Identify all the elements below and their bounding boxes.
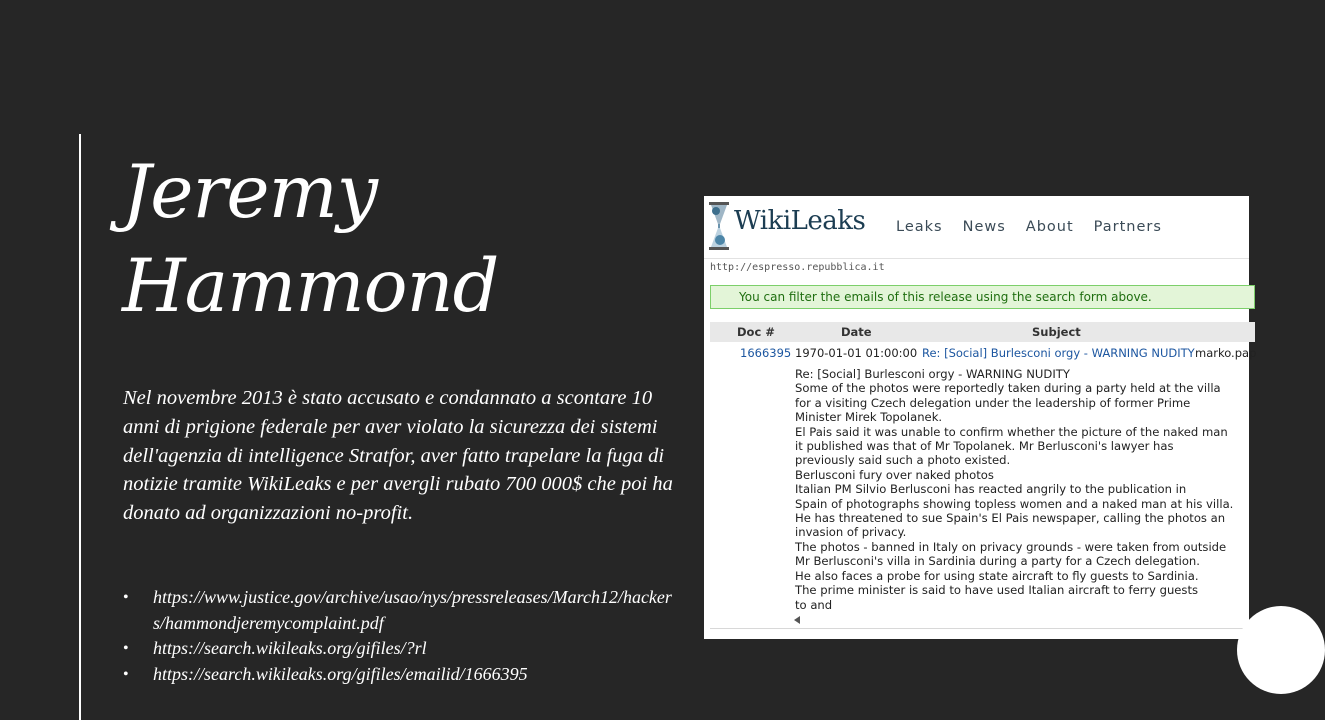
hourglass-globe-icon — [707, 200, 731, 252]
email-line: Some of the photos were reportedly taken during a party held at the villa — [795, 381, 1221, 396]
source-link-justice[interactable]: https://www.justice.gov/archive/usao/nys/pressreleases/March12/hackers/hammondjeremycomplaint.pdf — [153, 587, 672, 633]
email-line: Italian PM Silvio Berlusconi has reacted angrily to the publication in — [795, 482, 1187, 497]
source-link-gifiles[interactable]: https://search.wikileaks.org/gifiles/?rl — [153, 638, 427, 658]
slide-body-paragraph: Nel novembre 2013 è stato accusato e condannato a scontare 10 anni di prigione federale per aver violato la sicurezza dei sistemi dell'agenzia di intelligence Stratfor, aver fatto trapelare la fuga di notizie tramite WikiLeaks e per avergli rubato 700 000$ che poi ha donato ad organizzazioni no-profit. — [123, 387, 673, 525]
source-link-list — [123, 585, 683, 687]
bullet-marker: • — [123, 589, 129, 606]
email-line: to and — [795, 597, 833, 612]
email-line: El Pais said it was unable to confirm whether the picture of the naked man — [795, 424, 1228, 439]
row-date: 1970-01-01 01:00:00 — [795, 346, 918, 360]
bullet-marker: • — [123, 640, 129, 657]
email-line: The photos - banned in Italy on privacy grounds - were taken from outside — [795, 539, 1227, 554]
nav-about[interactable]: About — [1025, 219, 1074, 235]
email-line: previously said such a photo existed. — [795, 453, 1011, 468]
email-body — [795, 367, 1245, 612]
scroll-left-arrow-icon[interactable] — [794, 616, 800, 624]
filter-notice: You can filter the emails of this release using the search form above. — [710, 285, 1255, 309]
wikileaks-nav — [896, 219, 1182, 235]
nav-leaks[interactable]: Leaks — [896, 219, 943, 235]
wikileaks-screenshot — [704, 196, 1257, 639]
title-line-first: Jeremy — [122, 150, 378, 235]
source-url: http://espresso.repubblica.it — [710, 262, 885, 273]
column-header-doc[interactable]: Doc # — [737, 325, 775, 339]
accent-divider-line — [79, 134, 81, 720]
email-line: Berlusconi fury over naked photos — [795, 467, 994, 482]
email-line: He also faces a probe for using state aircraft to fly guests to Sardinia. — [795, 568, 1199, 583]
email-line: Mr Berlusconi's villa in Sardinia during a party for a Czech delegation. — [795, 554, 1200, 569]
email-line: He has threatened to sue Spain's El Pais newspaper, calling the photos an — [795, 511, 1226, 526]
nav-news[interactable]: News — [962, 219, 1006, 235]
email-line: Spain of photographs showing topless women and a naked man at his villa. — [795, 496, 1234, 511]
screenshot-divider — [710, 628, 1255, 629]
decorative-circle — [1237, 606, 1325, 694]
title-line-last: Hammond — [122, 244, 499, 329]
email-line: The prime minister is said to have used Italian aircraft to ferry guests — [795, 583, 1199, 598]
email-line: invasion of privacy. — [795, 525, 907, 540]
row-sender: marko.pap — [1195, 346, 1257, 360]
source-link-item — [123, 636, 683, 662]
row-subject-link[interactable]: Re: [Social] Burlesconi orgy - WARNING NUDITY — [922, 346, 1195, 360]
wikileaks-header — [704, 196, 1249, 259]
source-link-email[interactable]: https://search.wikileaks.org/gifiles/emailid/1666395 — [153, 663, 528, 684]
email-line: it published was that of Mr Topolanek. Mr Berlusconi's lawyer has — [795, 439, 1174, 454]
table-row — [704, 346, 1264, 362]
email-table-header — [710, 322, 1255, 342]
email-line: for a visiting Czech delegation under the leadership of former Prime — [795, 395, 1191, 410]
slide-title — [122, 146, 642, 334]
source-link-item — [123, 585, 683, 636]
wikileaks-logo-text[interactable]: WikiLeaks — [734, 206, 866, 236]
doc-number-link[interactable]: 1666395 — [740, 346, 792, 360]
bullet-marker: • — [123, 665, 129, 683]
source-link-item — [123, 662, 683, 688]
nav-partners[interactable]: Partners — [1093, 219, 1162, 235]
column-header-date[interactable]: Date — [841, 325, 872, 339]
email-line: Re: [Social] Burlesconi orgy - WARNING NUDITY — [795, 367, 1070, 381]
column-header-subject[interactable]: Subject — [1032, 325, 1081, 339]
email-line: Minister Mirek Topolanek. — [795, 410, 943, 425]
